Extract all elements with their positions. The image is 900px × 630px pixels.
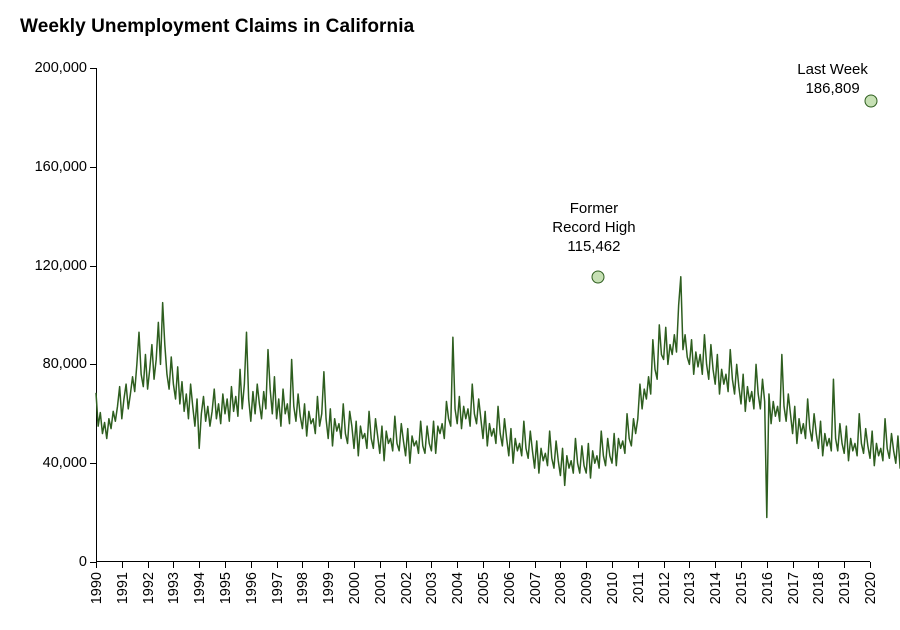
x-tick-mark: [509, 562, 510, 568]
y-tick-label: 120,000: [34, 257, 87, 274]
x-tick-mark: [560, 562, 561, 568]
x-tick-label: 2012: [656, 572, 673, 605]
x-tick-label: 2013: [682, 572, 699, 605]
x-tick-mark: [741, 562, 742, 568]
x-tick-label: 2015: [734, 572, 750, 605]
x-tick-label: 2005: [476, 572, 492, 605]
x-tick-label: 2000: [347, 572, 363, 605]
x-tick-mark: [354, 562, 355, 568]
former-record-high-marker: [591, 270, 604, 283]
annotation-line: Record High: [552, 219, 636, 237]
x-tick-label: 1993: [166, 572, 183, 605]
x-tick-label: 2010: [605, 572, 621, 605]
series-path: [96, 101, 900, 518]
x-tick-label: 1999: [321, 572, 338, 605]
annotation-line: Last Week: [797, 60, 868, 78]
x-tick-label: 2019: [837, 572, 854, 605]
last-week-label: [797, 60, 868, 98]
x-tick-mark: [96, 562, 97, 568]
x-tick-label: 2016: [759, 572, 776, 605]
x-tick-mark: [122, 562, 123, 568]
x-tick-label: 2006: [501, 572, 518, 605]
x-tick-label: 2004: [450, 572, 467, 605]
x-tick-mark: [457, 562, 458, 568]
x-tick-mark: [148, 562, 149, 568]
x-tick-label: 2003: [424, 572, 441, 605]
x-tick-mark: [664, 562, 665, 568]
x-tick-label: 2017: [785, 572, 802, 605]
x-tick-mark: [818, 562, 819, 568]
x-tick-mark: [483, 562, 484, 568]
x-tick-label: 1990: [89, 572, 105, 605]
x-tick-label: 1996: [243, 572, 260, 605]
x-tick-mark: [638, 562, 639, 568]
x-tick-mark: [715, 562, 716, 568]
x-tick-mark: [870, 562, 871, 568]
x-tick-mark: [431, 562, 432, 568]
x-tick-label: 2009: [579, 572, 596, 605]
x-tick-mark: [689, 562, 690, 568]
x-tick-label: 1998: [295, 572, 312, 605]
x-tick-mark: [793, 562, 794, 568]
x-tick-label: 1997: [269, 572, 286, 605]
y-tick-label: 40,000: [42, 455, 87, 472]
series-line: [96, 68, 870, 562]
x-tick-mark: [406, 562, 407, 568]
x-tick-label: 2018: [811, 572, 828, 605]
x-tick-mark: [767, 562, 768, 568]
x-tick-label: 1992: [140, 572, 157, 605]
x-tick-mark: [612, 562, 613, 568]
y-tick-label: 200,000: [34, 60, 87, 76]
x-tick-mark: [199, 562, 200, 568]
x-tick-label: 2014: [708, 572, 725, 605]
x-tick-mark: [380, 562, 381, 568]
x-tick-label: 1995: [218, 572, 234, 605]
x-tick-mark: [535, 562, 536, 568]
plot-area: [34, 60, 879, 605]
annotation-line: 186,809: [805, 80, 860, 98]
x-tick-mark: [225, 562, 226, 568]
x-tick-mark: [277, 562, 278, 568]
annotation-line: Former: [569, 200, 619, 218]
y-tick-label: 160,000: [34, 158, 87, 175]
x-tick-label: 1991: [114, 572, 131, 605]
x-tick-label: 2020: [863, 572, 879, 605]
annotation-line: 115,462: [567, 238, 621, 256]
x-tick-label: 2001: [372, 572, 389, 605]
x-tick-mark: [173, 562, 174, 568]
x-tick-mark: [328, 562, 329, 568]
x-tick-label: 2002: [398, 572, 415, 605]
x-tick-mark: [251, 562, 252, 568]
y-tick-label: 0: [78, 554, 87, 570]
x-tick-label: 2008: [553, 572, 570, 605]
x-tick-mark: [586, 562, 587, 568]
page-title: Weekly Unemployment Claims in California: [20, 16, 415, 37]
y-tick-label: 80,000: [42, 356, 87, 373]
x-tick-label: 2007: [527, 572, 544, 605]
x-tick-mark: [844, 562, 845, 568]
x-tick-label: 2011: [630, 572, 647, 604]
x-tick-mark: [302, 562, 303, 568]
former-record-high-label: [552, 199, 635, 257]
x-tick-label: 1994: [192, 572, 209, 605]
